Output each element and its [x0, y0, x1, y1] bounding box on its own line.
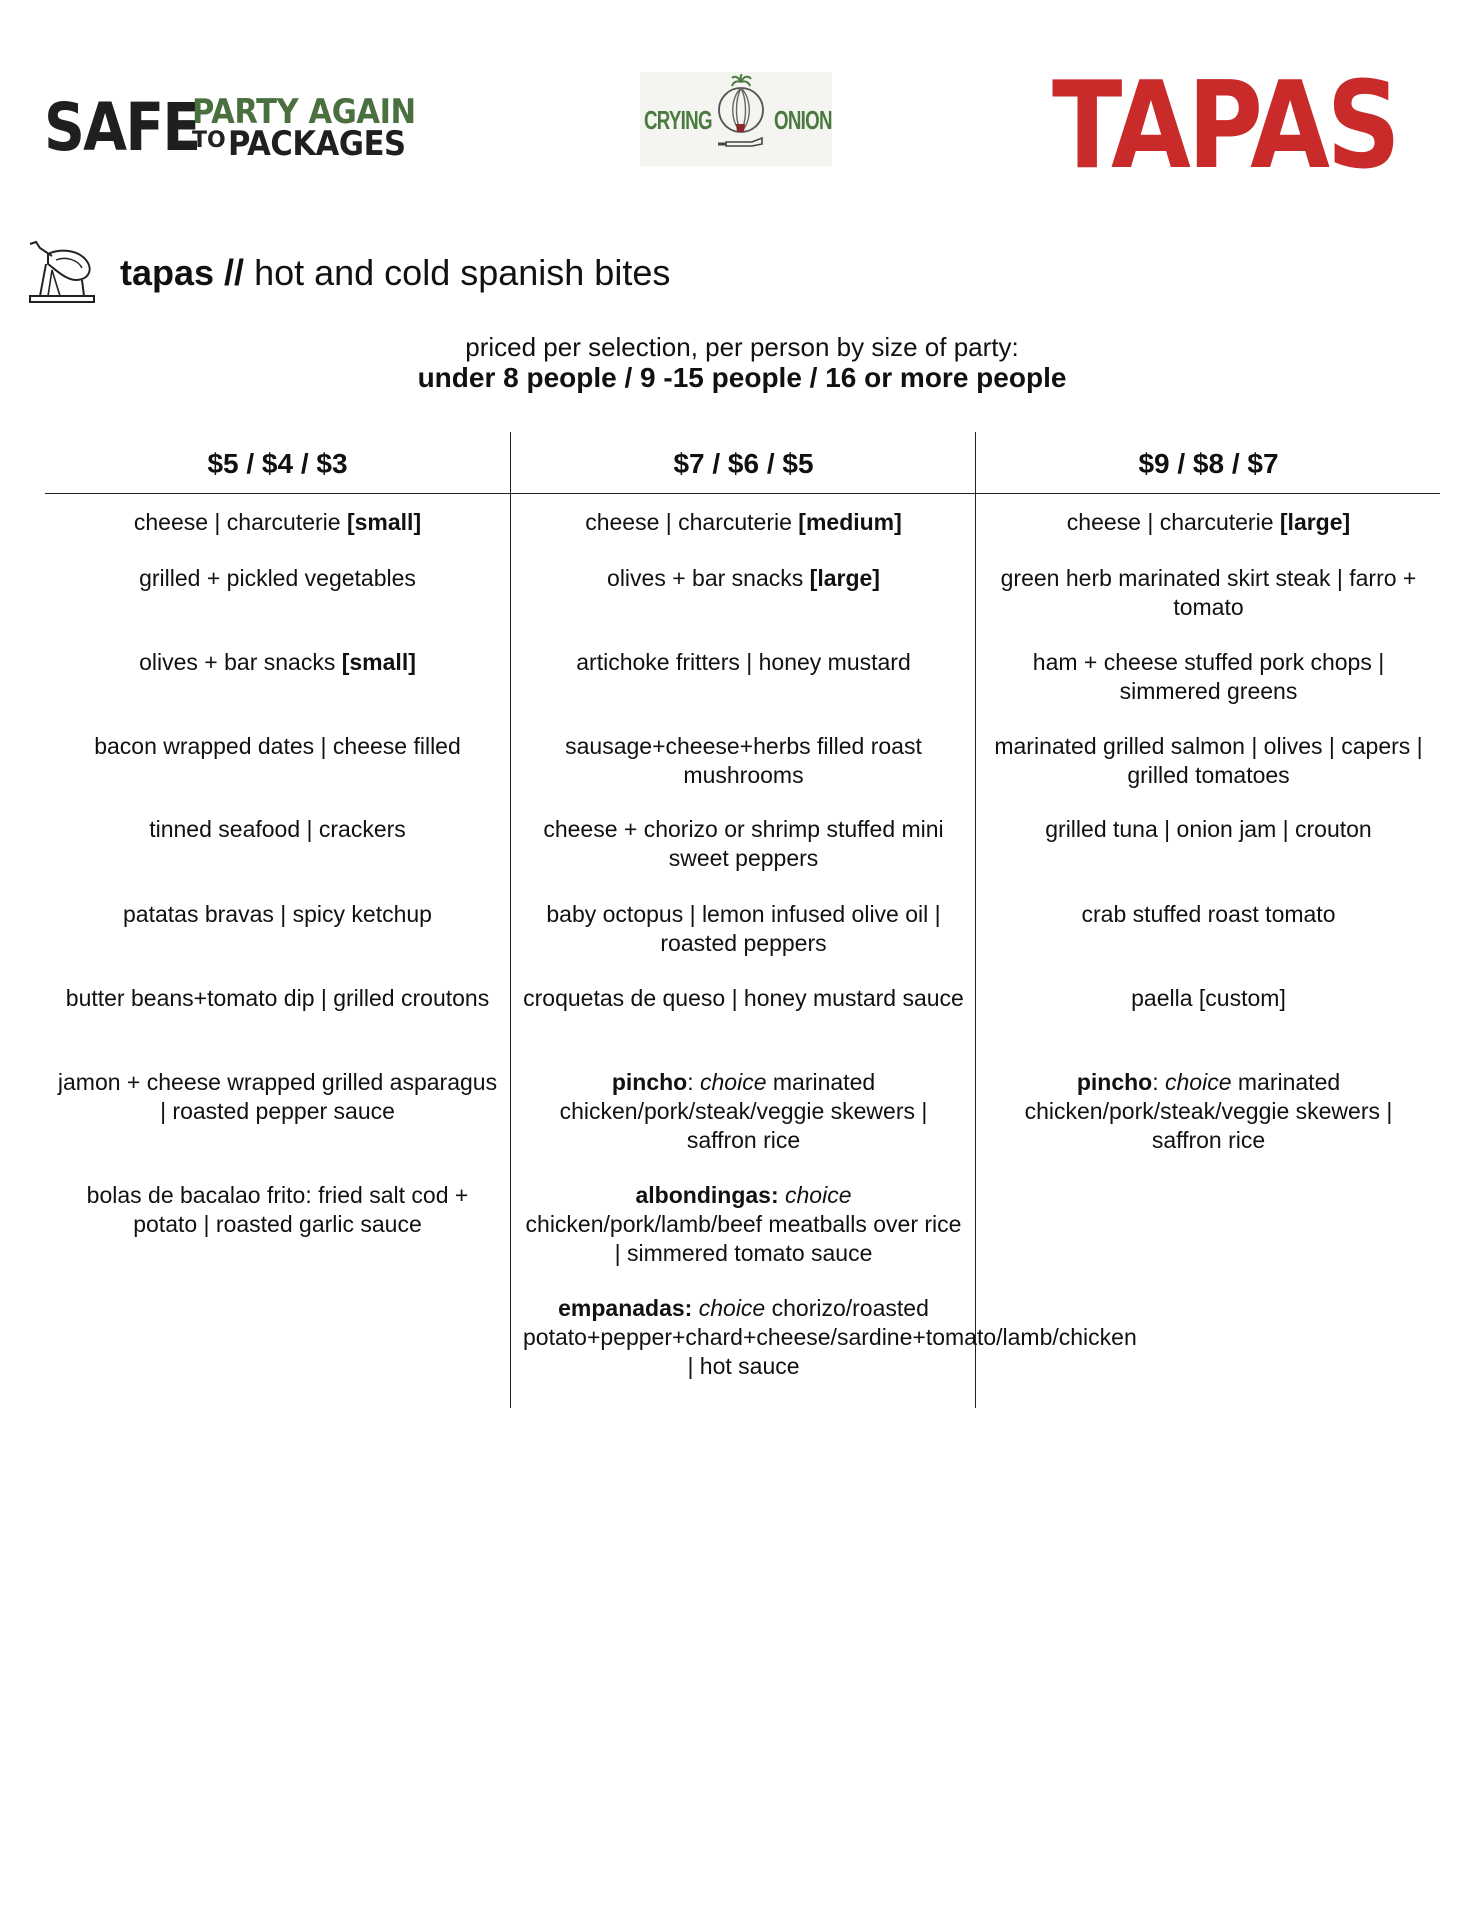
menu-item [523, 1181, 964, 1268]
menu-item-bold-text: [medium] [798, 509, 902, 535]
menu-item-bold-text: pincho [611, 1069, 688, 1095]
menu-item-italic-text: choice [1165, 1069, 1232, 1095]
pricing-note: priced per selection, per person by size of party: [465, 332, 1019, 362]
crying-onion-logo [640, 72, 832, 166]
section-title [120, 252, 670, 294]
menu-item-text: baby octopus | lemon infused olive oil | roasted peppers [546, 901, 941, 956]
menu-item-text: cheese + chorizo or shrimp stuffed mini sweet peppers [543, 816, 944, 871]
menu-item-text: chicken/pork/lamb/beef meatballs over rice | simmered tomato sauce [525, 1211, 962, 1266]
menu-item-bold-text: [small] [341, 649, 416, 675]
menu-item-italic-text: choice [785, 1182, 852, 1208]
menu-item-bold-text: [large] [809, 565, 880, 591]
menu-item-text: marinated grilled salmon | olives | capers | grilled tomatoes [994, 733, 1423, 788]
menu-item [523, 1294, 1137, 1381]
column-price: $7 / $6 / $5 [673, 448, 814, 479]
logo-onion-word: ONION [774, 105, 832, 135]
pricing-party-sizes: under 8 people / 9 -15 people / 16 or more people [417, 362, 1067, 393]
menu-item-text: marinated chicken/pork/steak/veggie skewers | saffron rice [1024, 1069, 1393, 1153]
menu-item [988, 648, 1429, 706]
menu-item-text: jamon + cheese wrapped grilled asparagus | roasted pepper sauce [57, 1069, 498, 1124]
menu-item-bold-text: [small] [346, 509, 422, 535]
menu-item-bold-text: [large] [1279, 509, 1351, 535]
column-price: $5 / $4 / $3 [207, 448, 348, 479]
menu-column [510, 432, 1137, 1408]
menu-item-text: olives + bar snacks [139, 649, 342, 675]
menu-item [523, 732, 964, 790]
logo-to-word: TO [192, 128, 226, 153]
logo-crying-word: CRYING [644, 105, 712, 135]
logo-party-again-word: PARTY AGAIN [192, 92, 416, 132]
menu-item [523, 648, 964, 677]
menu-column [975, 432, 1441, 1408]
menu-item-italic-text: choice [700, 1069, 767, 1095]
menu-item [523, 564, 964, 593]
menu-item [57, 732, 498, 761]
menu-item [57, 984, 498, 1013]
logo-packages-word: PACKAGES [228, 124, 406, 164]
menu-item [57, 900, 498, 929]
menu-column [45, 432, 510, 1408]
menu-item-text: olives + bar snacks [607, 565, 810, 591]
menu-item-text: patatas bravas | spicy ketchup [123, 901, 432, 927]
menu-item-bold-text: albondingas: [635, 1182, 779, 1208]
menu-item [523, 1068, 964, 1155]
column-price: $9 / $8 / $7 [1138, 448, 1279, 479]
menu-item [57, 648, 498, 677]
menu-item-text: : [687, 1069, 700, 1095]
menu-item-text: cheese | charcuterie [1066, 509, 1280, 535]
menu-item [988, 508, 1429, 537]
menu-item [57, 1068, 498, 1126]
menu-item-text: grilled tuna | onion jam | crouton [1045, 816, 1372, 842]
menu-item [988, 984, 1429, 1013]
header-divider [45, 493, 1440, 494]
menu-item-text: : [1152, 1069, 1165, 1095]
menu-item [57, 1181, 498, 1239]
menu-item-text: sausage+cheese+herbs filled roast mushrooms [565, 733, 922, 788]
menu-item-text: green herb marinated skirt steak | farro + tomato [1000, 565, 1417, 620]
menu-item [988, 732, 1429, 790]
menu-item-text: cheese | charcuterie [585, 509, 799, 535]
menu-item-italic-text: choice [698, 1295, 766, 1321]
menu-item [523, 508, 964, 537]
menu-item [57, 564, 498, 593]
menu-item-text: bolas de bacalao frito: fried salt cod + potato | roasted garlic sauce [86, 1182, 469, 1237]
menu-item-text: crab stuffed roast tomato [1081, 901, 1336, 927]
menu-item [988, 1068, 1429, 1155]
menu-item-bold-text: pincho [1076, 1069, 1153, 1095]
menu-item [57, 508, 498, 537]
menu-item-text: cheese | charcuterie [133, 509, 347, 535]
menu-item [988, 900, 1429, 929]
menu-item-text: paella [custom] [1131, 985, 1286, 1011]
menu-item-bold-text: empanadas: [558, 1295, 693, 1321]
menu-item [988, 564, 1429, 622]
menu-item-text: chorizo/roasted potato+pepper+chard+cheese/sardine+tomato/lamb/chicken | hot sauce [523, 1295, 1137, 1379]
menu-item-text: croquetas de queso | honey mustard sauce [523, 985, 964, 1011]
menu-item-text: bacon wrapped dates | cheese filled [94, 733, 461, 759]
section-title-rest: hot and cold spanish bites [244, 252, 671, 293]
tapas-logo: TAPAS [1052, 57, 1398, 196]
menu-item [523, 900, 964, 958]
menu-item-text: tinned seafood | crackers [149, 816, 406, 842]
menu-table [45, 432, 1440, 1408]
safe-to-party-again-logo [44, 89, 434, 166]
section-title-bold: tapas // [120, 252, 245, 293]
menu-item-text: marinated chicken/pork/steak/veggie skewers | saffron rice [559, 1069, 928, 1153]
menu-item [57, 815, 498, 844]
menu-item-text: artichoke fritters | honey mustard [576, 649, 911, 675]
menu-item [523, 984, 964, 1013]
jamon-leg-icon [26, 240, 98, 306]
menu-item [988, 815, 1429, 844]
onion-knife-icon [712, 74, 770, 164]
menu-item-text: grilled + pickled vegetables [139, 565, 416, 591]
logo-safe-word: SAFE [44, 89, 200, 166]
menu-item-text: butter beans+tomato dip | grilled croutons [65, 985, 490, 1011]
menu-item [523, 815, 964, 873]
menu-item-text: ham + cheese stuffed pork chops | simmered greens [1032, 649, 1385, 704]
